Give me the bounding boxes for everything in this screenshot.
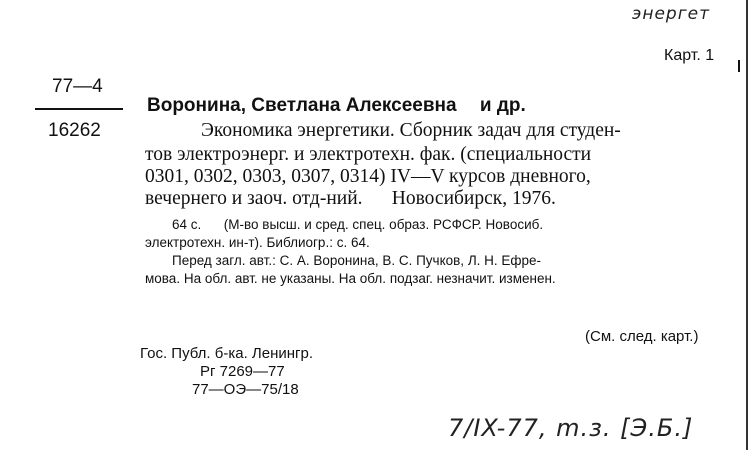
handwritten-date-annotation: 7/IX-77, m.з. [Э.Б.]: [448, 414, 694, 442]
call-number-top: 77—4: [52, 76, 103, 97]
card-right-edge: [746, 0, 748, 450]
description-line-2: электротехн. ин-т). Библиогр.: с. 64.: [145, 235, 370, 250]
description-line-4: мова. На обл. авт. не указаны. На обл. подзаг. незначит. изменен.: [145, 271, 556, 286]
title-line-1: Экономика энергетики. Сборник задач для студен-: [201, 120, 621, 141]
call-number-bottom: 16262: [48, 120, 101, 141]
library-code: 77—ОЭ—75/18: [192, 381, 299, 398]
author-suffix: и др.: [479, 95, 526, 116]
call-number-divider: [35, 108, 123, 110]
description-line-1: 64 с. (М-во высш. и сред. спец. образ. РСФСР. Новосиб.: [172, 217, 544, 232]
author-name: Воронина, Светлана Алексеевна: [147, 95, 457, 116]
card-edge-mark: [738, 60, 740, 72]
author-line: [147, 95, 526, 117]
continuation-note: (См. след. карт.): [585, 328, 699, 345]
library-name: Гос. Публ. б-ка. Ленингр.: [140, 345, 314, 362]
card-number: Карт. 1: [664, 47, 715, 64]
description-line-3: Перед загл. авт.: С. А. Воронина, В. С. Пучков, Л. Н. Ефре-: [172, 253, 542, 268]
title-line-3: 0301, 0302, 0303, 0307, 0314) IV—V курсов дневного,: [145, 166, 591, 187]
library-reg-number: Рг 7269—77: [200, 363, 285, 380]
title-line-2: тов электроэнерг. и электротехн. фак. (специальности: [145, 144, 592, 165]
title-line-4: вечернего и заоч. отд-ний. Новосибирск, 1976.: [145, 188, 556, 209]
handwritten-subject-tag: энергет: [632, 4, 710, 24]
